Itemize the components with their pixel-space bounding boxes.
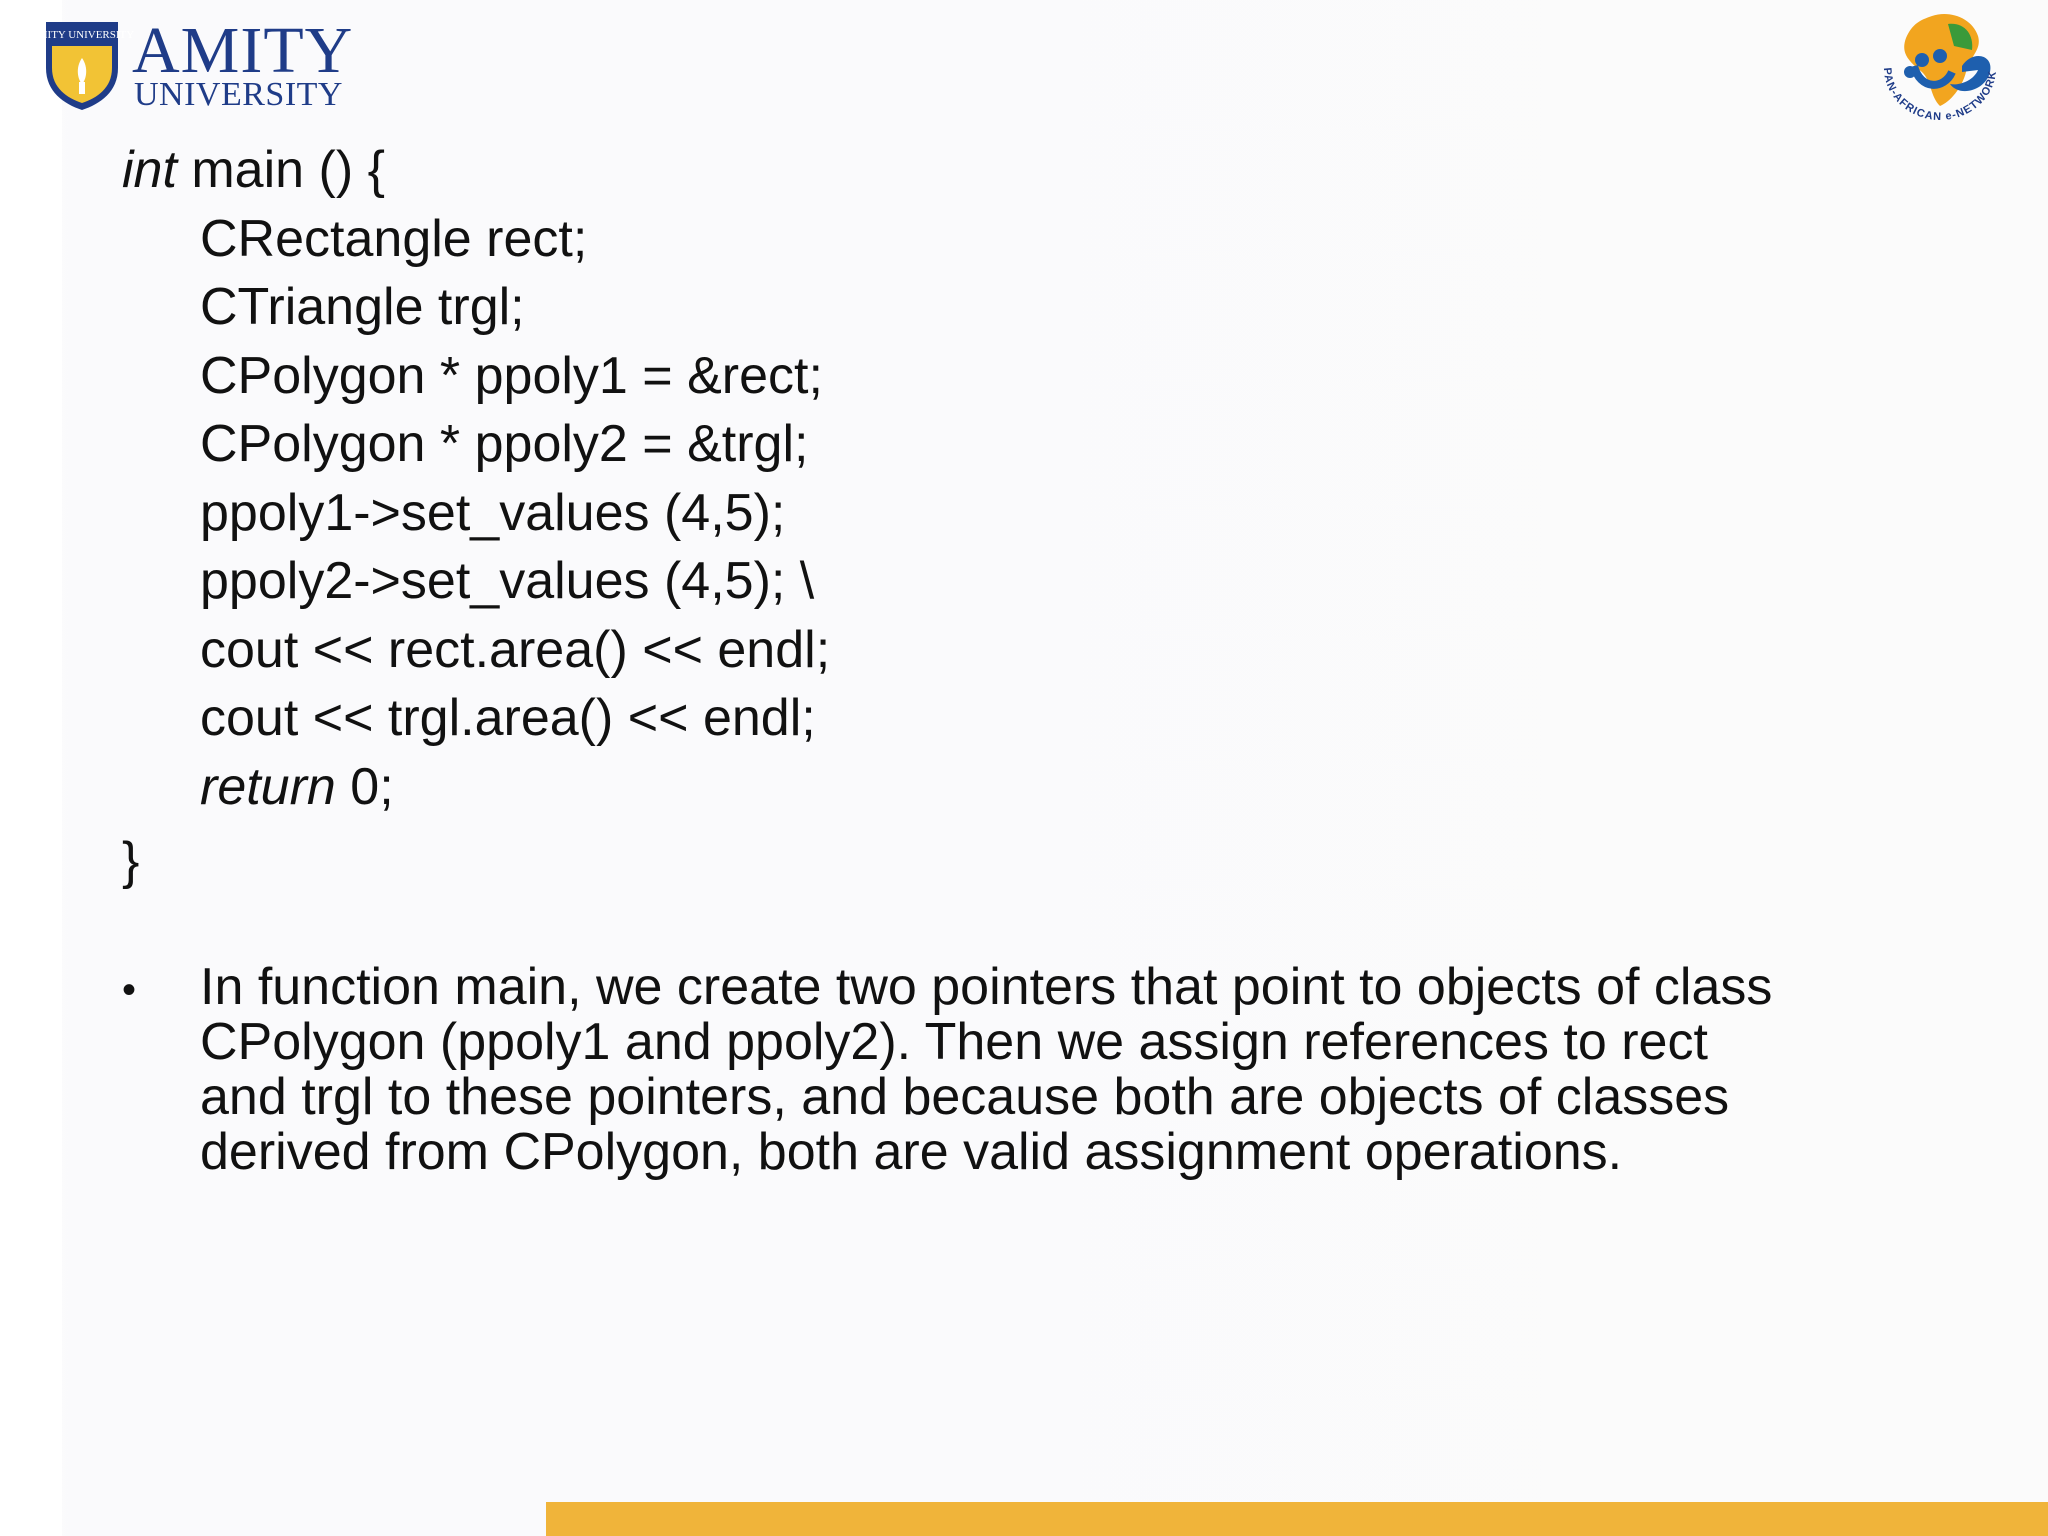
code-line: CTriangle trgl;	[200, 278, 525, 336]
code-line: ppoly2->set_values (4,5); \	[200, 552, 815, 610]
code-line: CRectangle rect;	[200, 209, 588, 268]
bullet-text	[200, 960, 2020, 1180]
amity-subtitle: UNIVERSITY	[134, 76, 343, 113]
amity-university-logo	[29, 14, 354, 118]
keyword-int: int	[122, 141, 177, 199]
code-line-main	[122, 136, 830, 205]
keyword-return: return	[200, 757, 336, 816]
bullet-line: CPolygon (ppoly1 and ppoly2). Then we assign references to rect	[200, 1013, 1708, 1071]
bullet-line: and trgl to these pointers, and because both are objects of classes	[200, 1068, 1730, 1126]
code-line-close-brace: }	[122, 832, 140, 890]
bottom-accent-bar	[546, 1502, 2048, 1536]
code-line: cout << trgl.area() << endl;	[200, 689, 816, 747]
shield-label: AMITY UNIVERSITY	[29, 29, 135, 41]
code-line: cout << rect.area() << endl;	[200, 620, 831, 679]
bullet-line: In function main, we create two pointers that point to objects of class	[200, 958, 1773, 1016]
main-signature: main () {	[176, 141, 385, 199]
return-value: 0;	[335, 757, 394, 816]
code-line-return	[122, 753, 830, 822]
code-line: CPolygon * ppoly2 = &trgl;	[200, 415, 809, 473]
left-margin-strip	[0, 0, 62, 1536]
amity-wordmark: AMITY	[132, 14, 354, 87]
code-block	[122, 136, 830, 896]
bullet-line: derived from CPolygon, both are valid assignment operations.	[200, 1123, 1623, 1181]
pan-african-e-network-logo	[1870, 6, 2010, 128]
pan-african-ring-text: PAN-AFRICAN e-NETWORK	[1880, 67, 2000, 124]
amity-shield-icon	[29, 18, 135, 112]
code-line: ppoly1->set_values (4,5);	[200, 483, 786, 542]
bullet-marker: •	[122, 968, 137, 1012]
code-line: CPolygon * ppoly1 = &rect;	[200, 346, 823, 405]
